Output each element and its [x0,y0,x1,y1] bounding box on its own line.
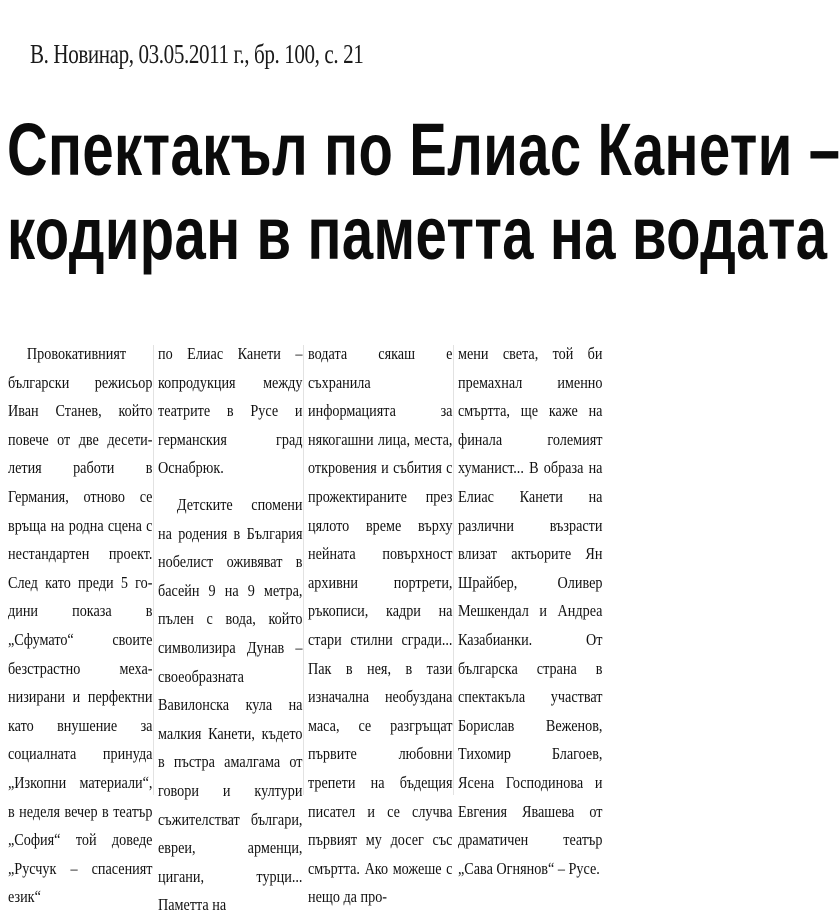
paragraph: по Елиас Канети – копродукция между театрите в Русе и германския град Оснабрюк. [158,344,303,478]
article-column-4 [458,340,603,878]
article-column-2 [158,340,303,915]
article-body [0,340,603,915]
paragraph: Детските спомени на родения в България нобелист оживяват в басейн 9 на 9 метра, пълен с вода, който символизира Дунав – своеобразната Вавилонска кула на малкия Канети, където в пъстра амалгама от говори и култури съжителстват българи, евреи, арменци, цигани, турци... Паметта на [158,494,303,915]
paragraph: мени света, той би премахнал именно смъртта, ще каже на финала големият хуманист... В образа на Елиас Канети на различни възрасти влизат актьорите Ян Шрайбер, Оливер Мешкендал и Андреа Казабианки. От българска страна в спектакъла участват Борислав Веженов, Тихомир Благоев, Ясена Господинова и Евгения Явашева от драматичен театър „Сава Огнянов“ – Русе. [458,344,603,878]
paragraph: водата сякаш е съхранила информацията за някогашни лица, места, откровения и събития с прожектираните през цялото време върху нейната повърхност архивни портрети, ръкописи, кадри на стари стилни сгради... Пак в нея, в тази изначална необуздана маса, се разгръщат първите любовни трепети на бъдещия писател и се случва първият му досег със смъртта. Ако можеше с нещо да про- [308,344,453,907]
article-title [7,108,840,276]
article-column-1 [8,340,153,907]
paragraph: Провокативният български режисьор Иван Станев, който повече от две десетилетия работи в Германия, отново се връща на родна сцена с нестандартен проект. След като преди 5 години показа в „Сфумато“ своите безстрастно механизирани и перфектни като внушение за социалната принуда „Изкопни материали“, в неделя вечер в театър „София“ той доведе „Русчук – спасеният език“ [8,344,153,907]
article-column-3 [308,340,453,907]
source-line: В. Новинар, 03.05.2011 г., бр. 100, с. 21 [30,39,364,69]
title-line-1: Спектакъл по Елиас Канети – [7,108,840,191]
title-line-2: кодиран в паметта на водата [7,192,828,275]
